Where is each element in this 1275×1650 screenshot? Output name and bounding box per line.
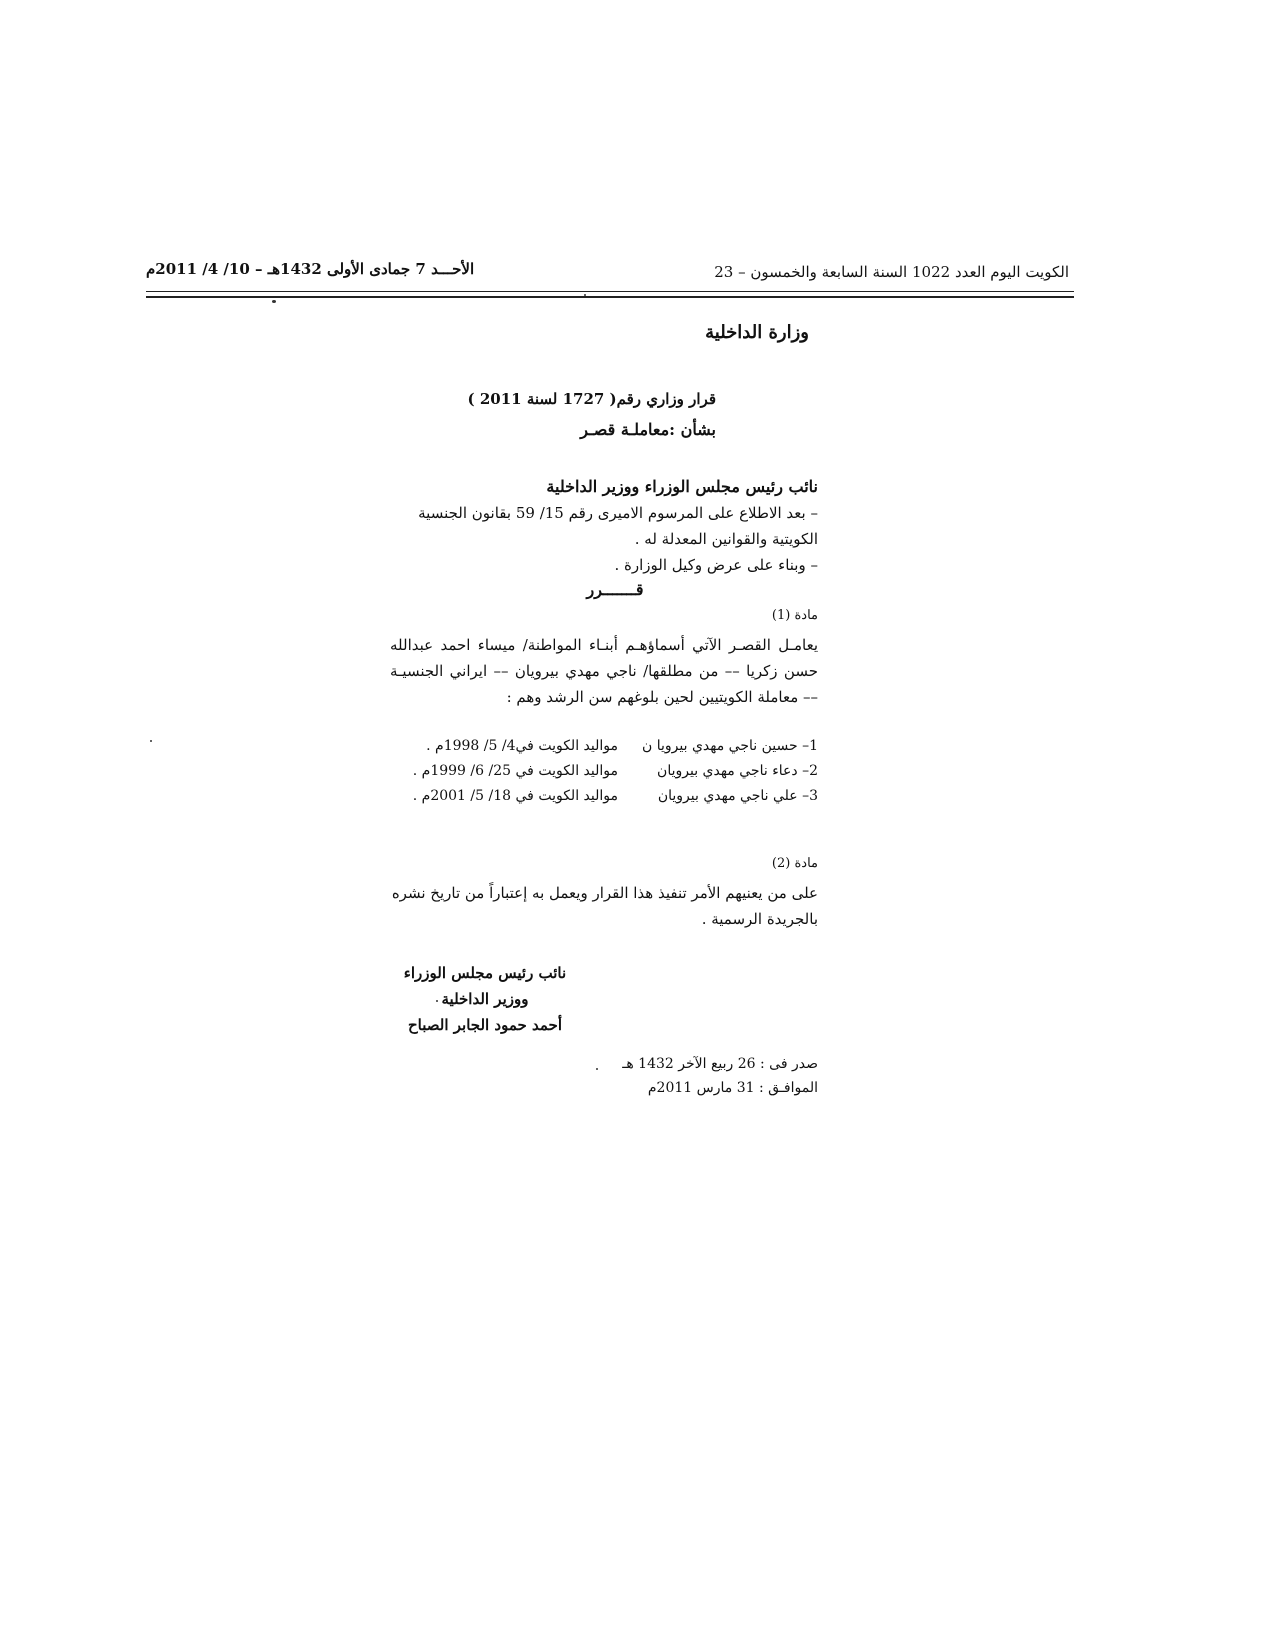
- child-birth: مواليد الكويت في 25/ 6/ 1999م .: [412, 763, 618, 779]
- gazette-issue-header: الكويت اليوم العدد 1022 السنة السابعة والخمسون – 23: [714, 263, 1069, 281]
- scan-speck: [272, 300, 276, 303]
- child-birth: مواليد الكويت في 18/ 5/ 2001م .: [412, 788, 618, 804]
- preamble: [390, 500, 818, 578]
- issue-date-gregorian: الموافـق : 31 مارس 2011م: [647, 1080, 818, 1096]
- child-name: 3– علي ناجي مهدي بيرويان: [657, 788, 818, 804]
- list-item: [390, 759, 818, 784]
- article-2-text: على من يعنيهم الأمر تنفيذ هذا القرار ويعمل به إعتباراً من تاريخ نشره بالجريدة الرسمية .: [391, 884, 818, 928]
- scan-speck: [150, 740, 152, 742]
- preamble-item: – وبناء على عرض وكيل الوزارة .: [614, 556, 818, 574]
- header-rule-thin: [146, 291, 1074, 292]
- signature-block: [390, 960, 580, 1038]
- issue-date-hijri: صدر فى : 26 ربيع الآخر 1432 هـ: [622, 1056, 818, 1072]
- children-list: [390, 734, 818, 809]
- ministry-title: وزارة الداخلية: [705, 322, 809, 343]
- article-1-heading: مادة (1): [771, 608, 818, 623]
- signature-ministry: ووزير الداخلية: [441, 990, 529, 1008]
- preamble-item: – بعد الاطلاع على المرسوم الاميرى رقم 15/ 59 بقانون الجنسية الكويتية والقوانين المعدلة له .: [418, 504, 818, 548]
- issue-date-block: [622, 1052, 818, 1100]
- article-2-heading: مادة (2): [771, 856, 818, 871]
- article-1-text: يعامـل القصـر الآتي أسماؤهـم أبنـاء المواطنة/ ميساء احمد عبدالله حسن زكريا –– من مطلقها/ ناجي مهدي بيرويان –– ايراني الجنسيـة –– معاملة الكويتيين لحين بلوغهم سن الرشد وهم :: [390, 636, 818, 706]
- list-item: [390, 734, 818, 759]
- decision-title: قرار وزاري رقم( 1727 لسنة 2011 ): [467, 390, 716, 408]
- child-name: 1– حسين ناجي مهدي بيرويا ن: [642, 738, 818, 754]
- list-item: [390, 784, 818, 809]
- decision-subject: بشأن :معاملـة قصـر: [580, 420, 716, 439]
- scan-speck: [584, 294, 586, 296]
- header-rule-thick: [146, 296, 1074, 298]
- scan-speck: [596, 1068, 598, 1070]
- signature-name: أحمد حمود الجابر الصباح: [408, 1016, 562, 1034]
- scan-speck: [436, 1000, 438, 1002]
- decided-heading: قـــــــرر: [586, 580, 644, 599]
- gazette-date-header: الأحـــد 7 جمادى الأولى 1432هـ – 10/ 4/ 2011م: [146, 260, 475, 278]
- child-birth: مواليد الكويت في4/ 5/ 1998م .: [426, 738, 618, 754]
- child-name: 2– دعاء ناجي مهدي بيرويان: [657, 763, 818, 779]
- issuer-heading: نائب رئيس مجلس الوزراء ووزير الداخلية: [546, 477, 818, 496]
- signature-title: نائب رئيس مجلس الوزراء: [403, 964, 567, 982]
